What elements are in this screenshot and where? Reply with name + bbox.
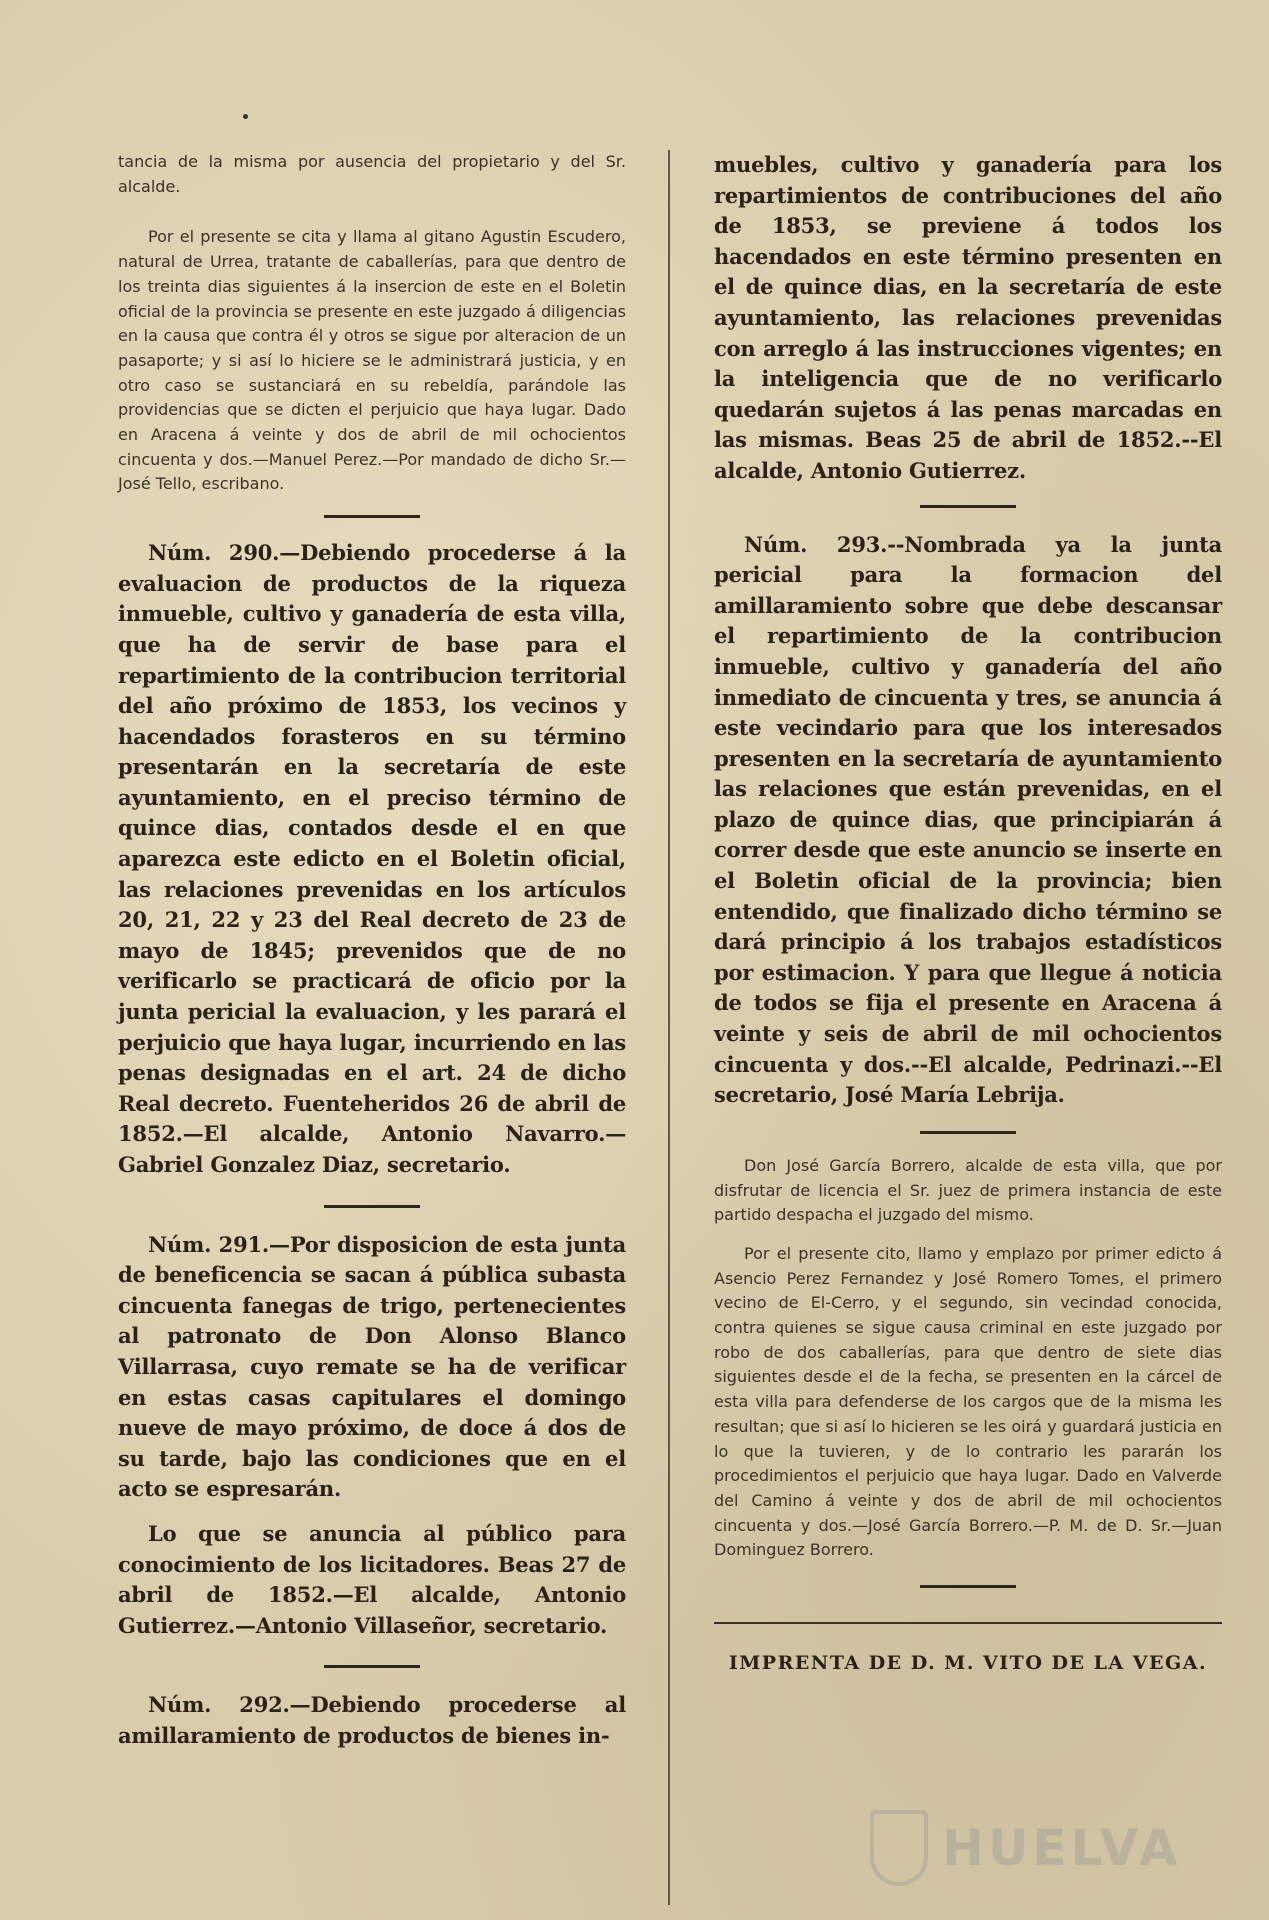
- notice-293: Núm. 293.--Nombrada ya la junta pericial para la formacion del amillaramiento sobre que debe descansar el repartimiento de la contribucion inmueble, cultivo y ganadería del año inmediato de cincuenta y tres, se anuncia á este vecindario para que los interesados presenten en la secretaría de ayuntamiento las relaciones que están prevenidas, en el plazo de quince dias, que principiarán á correr desde que este anuncio se inserte en el Boletin oficial de la provincia; bien entendido, que finalizado dicho término se dará principio á los trabajos estadísticos por estimacion. Y para que llegue á noticia de todos se fija el presente en Aracena á veinte y seis de abril de mil ochocientos cincuenta y dos.--El alcalde, Pedrinazi.--El secretario, José María Lebrija.: [714, 531, 1222, 1108]
- ink-dot: [243, 114, 248, 119]
- footer-rule: [714, 1622, 1222, 1624]
- left-column: [118, 150, 626, 1752]
- printer-imprint: IMPRENTA DE D. M. VITO DE LA VEGA.: [728, 1652, 1208, 1675]
- notice-291-announcement: Lo que se anuncia al público para conocimiento de los licitadores. Beas 27 de abril de 1852.—El alcalde, Antonio Gutierrez.—Antonio Villaseñor, secretario.: [118, 1520, 626, 1638]
- watermark-text: HUELVA: [942, 1819, 1182, 1877]
- archive-watermark: [870, 1808, 1190, 1888]
- crest-icon: [870, 1810, 928, 1886]
- section-rule: [920, 1131, 1016, 1134]
- edict-body: Por el presente cito, llamo y emplazo por primer edicto á Asencio Perez Fernandez y José Romero Tomes, el primero vecino de El-Cerro, y el segundo, sin vecindad conocida, contra quienes se sigue causa criminal en este juzgado por robo de dos caballerías, para que dentro de siete dias siguientes desde el de la fecha, se presenten en la cárcel de esta villa para defenderse de los cargos que de la misma les resultan; que si así lo hicieren se les oirá y guardará justicia en lo que la tuvieren, y de lo contrario les pararán los procedimientos el perjuicio que haya lugar. Dado en Valverde del Camino á veinte y dos de abril de mil ochocientos cincuenta y dos.—José García Borrero.—P. M. de D. Sr.—Juan Dominguez Borrero.: [714, 1243, 1222, 1560]
- notice-291: Núm. 291.—Por disposicion de esta junta de beneficencia se sacan á pública subasta cincuenta fanegas de trigo, pertenecientes al patronato de Don Alonso Blanco Villarrasa, cuyo remate se ha de verificar en estas casas capitulares el domingo nueve de mayo próximo, de doce á dos de su tarde, bajo las condiciones que en el acto se espresarán.: [118, 1231, 626, 1502]
- section-rule: [324, 1205, 420, 1208]
- notice-fragment: tancia de la misma por ausencia del propietario y del Sr. alcalde.: [118, 152, 626, 196]
- section-rule: [920, 505, 1016, 508]
- summons-agustin-escudero: Por el presente se cita y llama al gitano Agustin Escudero, natural de Urrea, tratante de caballerías, para que dentro de los treinta dias siguientes á la insercion de este en el Boletin oficial de la provincia se presente en este juzgado á diligencias en la causa que contra él y otros se sigue por alteracion de un pasaporte; y si así lo hiciere se le administrará justicia, y en otro caso se sustanciará en su rebeldía, parándole las providencias que se dicten el perjuicio que haya lugar. Dado en Aracena á veinte y dos de abril de mil ochocientos cincuenta y dos.—Manuel Perez.—Por mandado de dicho Sr.—José Tello, escribano.: [118, 227, 626, 494]
- notice-292-continued: muebles, cultivo y ganadería para los repartimientos de contribuciones del año de 1853, se previene á todos los hacendados en este término presenten en el de quince dias, en la secretaría de este ayuntamiento, las relaciones prevenidas con arreglo á las instrucciones vigentes; en la inteligencia que de no verificarlo quedarán sujetos á las penas marcadas en las mismas. Beas 25 de abril de 1852.--El alcalde, Antonio Gutierrez.: [714, 152, 1222, 483]
- section-rule: [324, 515, 420, 518]
- edict-heading: Don José García Borrero, alcalde de esta villa, que por disfrutar de licencia el Sr. juez de primera instancia de este partido despacha el juzgado del mismo.: [714, 1155, 1222, 1225]
- right-column: [714, 150, 1222, 1674]
- section-rule: [920, 1585, 1016, 1588]
- section-rule: [324, 1665, 420, 1668]
- notice-292: Núm. 292.—Debiendo procederse al amillaramiento de productos de bienes in-: [118, 1692, 626, 1748]
- notice-290: Núm. 290.—Debiendo procederse á la evaluacion de productos de la riqueza inmueble, cultivo y ganadería de esta villa, que ha de servir de base para el repartimiento de la contribucion territorial del año próximo de 1853, los vecinos y hacendados forasteros en su término presentarán en la secretaría de este ayuntamiento, en el preciso término de quince dias, contados desde el en que aparezca este edicto en el Boletin oficial, las relaciones prevenidas en los artículos 20, 21, 22 y 23 del Real decreto de 23 de mayo de 1845; prevenidos que de no verificarlo se practicará de oficio por la junta pericial la evaluacion, y les parará el perjuicio que haya lugar, incurriendo en las penas designadas en el art. 24 de dicho Real decreto. Fuenteheridos 26 de abril de 1852.—El alcalde, Antonio Navarro.—Gabriel Gonzalez Diaz, secretario.: [118, 540, 626, 1178]
- column-divider: [668, 150, 670, 1905]
